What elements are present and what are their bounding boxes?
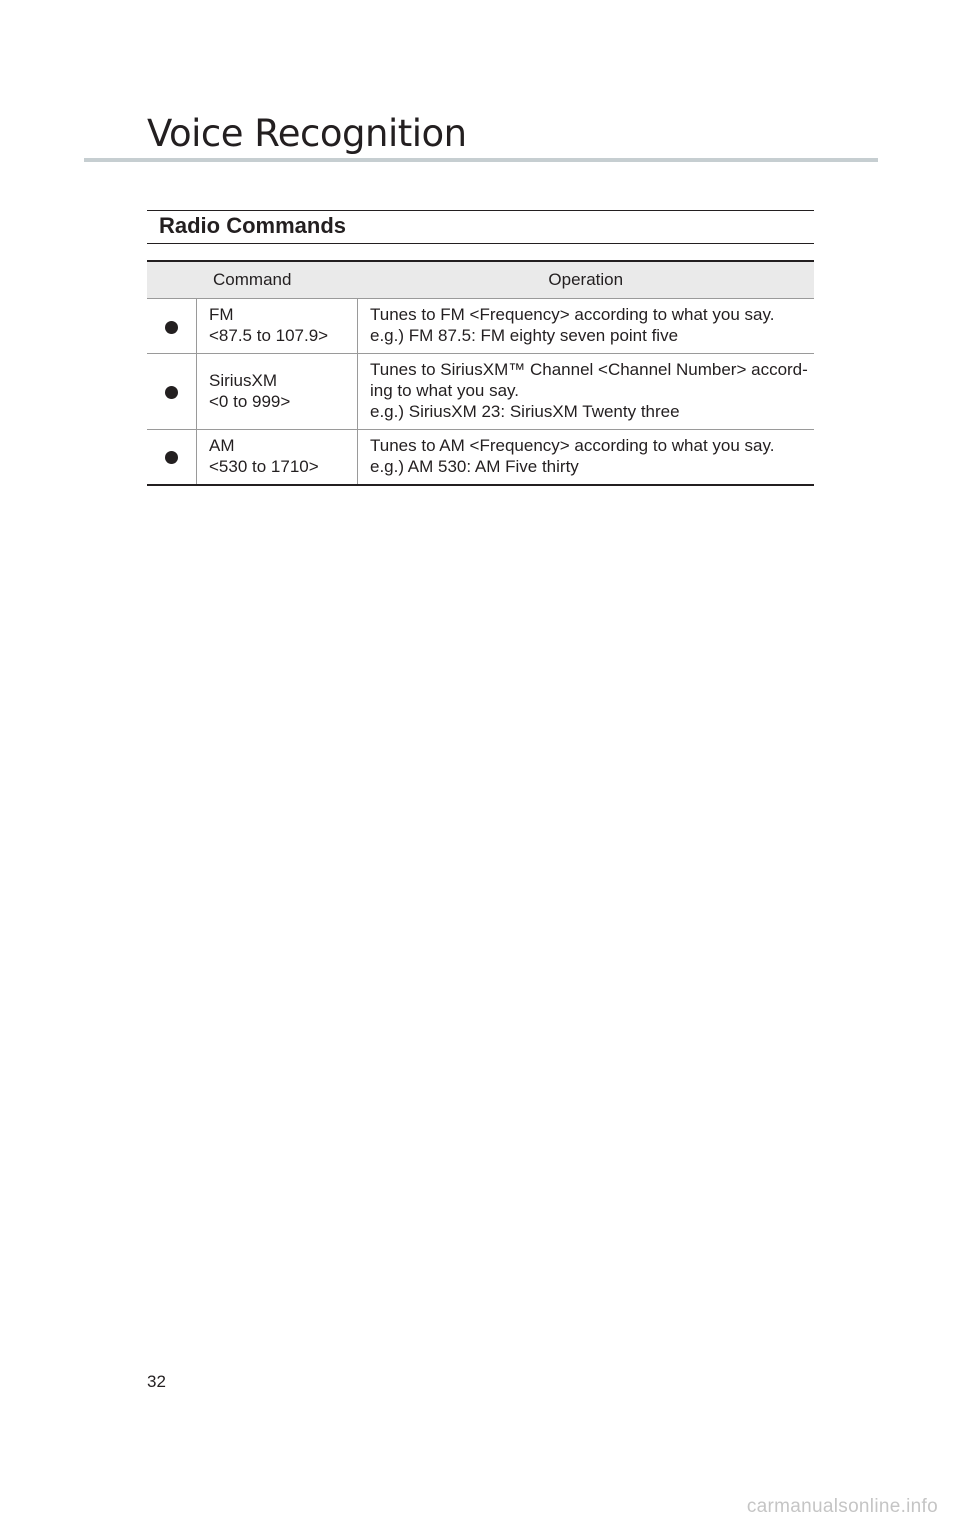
table-row	[147, 430, 814, 485]
command-cell	[197, 430, 358, 485]
operation-example: e.g.) AM 530: AM Five thirty	[370, 457, 579, 476]
table-row	[147, 354, 814, 430]
operation-example: e.g.) SiriusXM 23: SiriusXM Twenty three	[370, 402, 680, 421]
command-range: <530 to 1710>	[209, 457, 319, 476]
section-title: Radio Commands	[159, 213, 347, 238]
command-range: <0 to 999>	[209, 392, 291, 411]
operation-example: e.g.) FM 87.5: FM eighty seven point five	[370, 326, 679, 345]
bullet-icon	[165, 321, 178, 334]
column-header-operation: Operation	[358, 261, 815, 299]
table-header-row	[147, 261, 814, 299]
operation-cell	[358, 299, 815, 354]
radio-commands-table	[147, 260, 814, 486]
operation-text-continued: ing to what you say.	[370, 381, 519, 400]
header-rule	[84, 158, 878, 162]
command-name: SiriusXM	[209, 371, 278, 390]
operation-text: Tunes to FM <Frequency> according to what you say.	[370, 305, 775, 324]
bullet-icon	[165, 386, 178, 399]
operation-cell	[358, 430, 815, 485]
operation-cell	[358, 354, 815, 430]
operation-text: Tunes to SiriusXM™ Channel <Channel Number> accord-	[370, 360, 808, 379]
section-heading-bar	[147, 210, 814, 244]
watermark-text: carmanualsonline.info	[746, 1496, 938, 1517]
page-header-title: Voice Recognition	[147, 112, 467, 155]
command-cell	[197, 299, 358, 354]
bullet-icon	[165, 451, 178, 464]
column-header-command: Command	[147, 261, 358, 299]
radio-commands-section	[147, 210, 814, 476]
command-cell	[197, 354, 358, 430]
command-range: <87.5 to 107.9>	[209, 326, 329, 345]
command-name: AM	[209, 436, 235, 455]
page-number: 32	[147, 1372, 166, 1391]
table-row	[147, 299, 814, 354]
command-name: FM	[209, 305, 234, 324]
operation-text: Tunes to AM <Frequency> according to what you say.	[370, 436, 775, 455]
